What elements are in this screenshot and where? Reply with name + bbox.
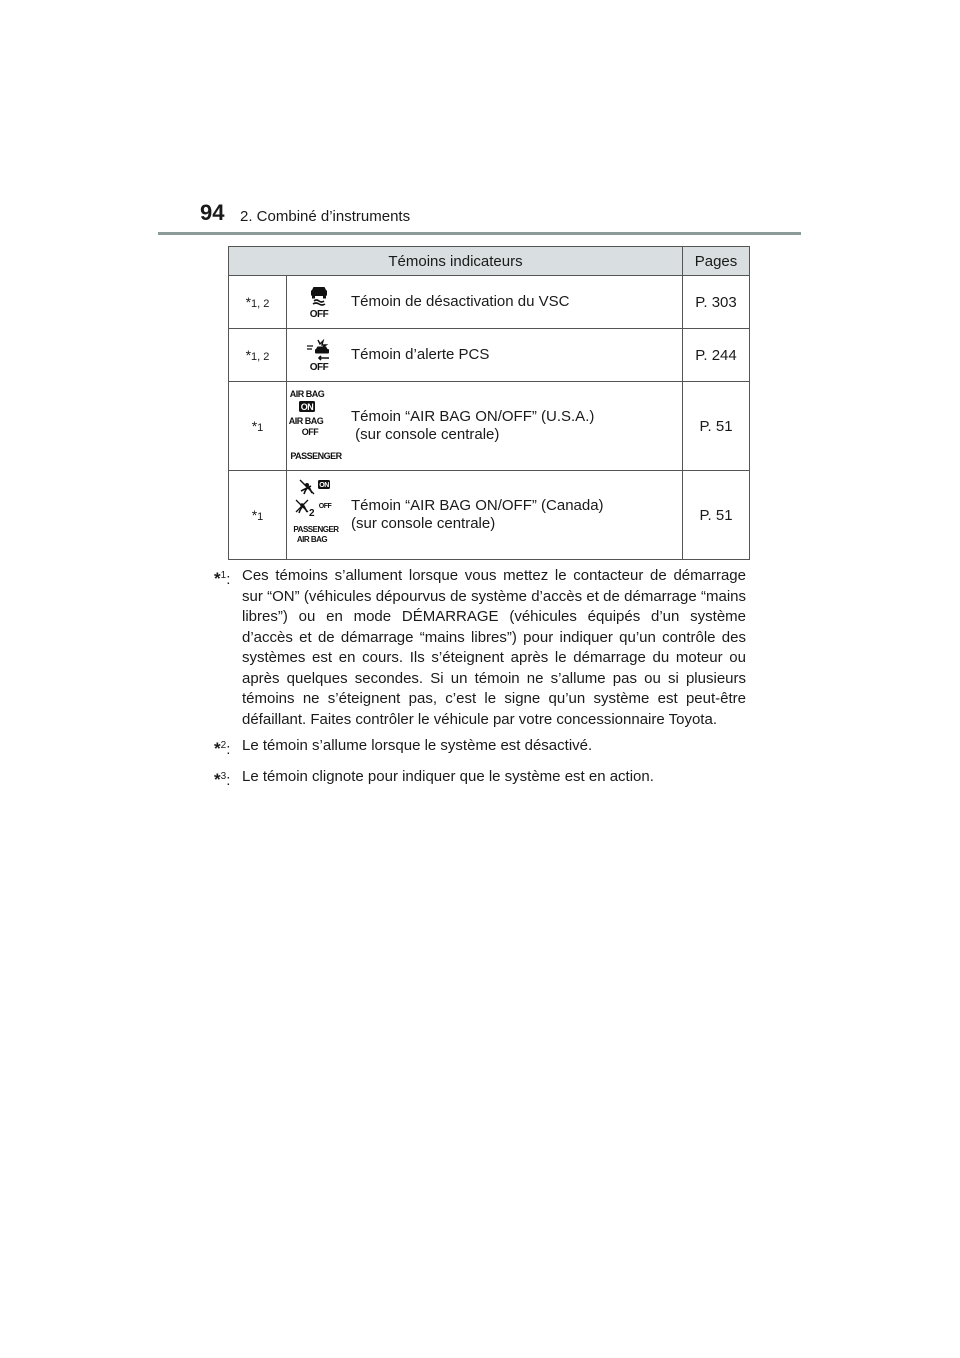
footnote-text: Le témoin clignote pour indiquer que le système est en action.: [242, 767, 654, 785]
row-note: *1, 2: [229, 276, 287, 329]
footnote-marker: *$^3$:: [214, 769, 231, 789]
airbag-on-off-canada-icon: [287, 471, 352, 560]
pcs-warning-icon: [287, 329, 352, 382]
description-line: Témoin d’alerte PCS: [351, 346, 490, 363]
page-reference: P. 51: [683, 382, 750, 471]
on-label: ON: [300, 402, 314, 412]
passenger-label: PASSENGER: [290, 451, 342, 461]
footnote-marker: *$^1$:: [214, 569, 231, 588]
svg-text:2: 2: [309, 508, 315, 519]
page-number: 94: [200, 200, 225, 225]
airbag-on-off-usa-icon: [287, 382, 352, 471]
row-note: *1: [229, 382, 287, 471]
section-title: 2. Combiné d’instruments: [240, 208, 411, 225]
description-line: Témoin “AIR BAG ON/OFF” (U.S.A.): [351, 408, 595, 425]
row-description: [351, 382, 683, 471]
note-number: 1, 2: [251, 351, 270, 363]
footnote-2: [214, 736, 746, 761]
row-note: *1, 2: [229, 329, 287, 382]
page-reference: P. 51: [683, 471, 750, 560]
description-line: Témoin “AIR BAG ON/OFF” (Canada): [351, 497, 604, 514]
table-row: [229, 276, 750, 329]
off-label: OFF: [318, 503, 332, 510]
footnotes: [214, 566, 746, 797]
table-row: [229, 329, 750, 382]
row-description: [351, 276, 683, 329]
airbag-label: AIR BAG: [296, 535, 328, 544]
footnote-marker: *$^2$:: [214, 739, 231, 758]
airbag-label: AIR BAG: [289, 389, 325, 399]
page-reference: P. 244: [683, 329, 750, 382]
on-label: ON: [319, 482, 329, 489]
vsc-icon-label: OFF: [309, 309, 329, 320]
row-description: [351, 329, 683, 382]
airbag-label: AIR BAG: [289, 416, 324, 426]
row-description: [351, 471, 683, 560]
footnote-text: Ces témoins s’allument lorsque vous mettez le contacteur de démarrage sur “ON” (véhicules dépourvus de système d’accès et de démarrage “mains libres”) ou en mode DÉMARRAGE (véhicules équipés d’un système d’accès et de démarrage “mains libres”) pour indiquer qu’un contrôle des systèmes est en cours. Ils s’éteignent après le démarrage du moteur ou après quelques secondes. Si un témoin ne s’allume pas ou si plusieurs témoins ne s’éteignent pas, c’est le signe qu’un système est peut-être défaillant. Faites contrôler le véhicule par votre concessionnaire Toyota.: [242, 567, 746, 728]
footnote-3: [214, 767, 746, 792]
pcs-icon-label: OFF: [309, 362, 329, 373]
description-line: (sur console centrale): [351, 426, 500, 443]
note-number: 1, 2: [251, 298, 270, 310]
page-reference: P. 303: [683, 276, 750, 329]
footnote-text: Le témoin s’allume lorsque le système est désactivé.: [242, 737, 593, 754]
description-line: (sur console centrale): [351, 515, 496, 532]
indicators-table: [228, 246, 750, 560]
row-note: *1: [229, 471, 287, 560]
col-indicators-header: Témoins indicateurs: [229, 247, 683, 276]
table-row: [229, 471, 750, 560]
col-pages-header: Pages: [683, 247, 750, 276]
note-number: 1: [257, 511, 264, 523]
off-label: OFF: [301, 427, 319, 437]
note-number: 1: [257, 422, 264, 434]
table-row: [229, 382, 750, 471]
header-rule: [158, 232, 801, 235]
vsc-off-icon: [287, 276, 352, 329]
passenger-label: PASSENGER: [293, 525, 339, 534]
footnote-1: [214, 566, 746, 730]
table-header-row: [229, 247, 750, 276]
description-line: Témoin de désactivation du VSC: [351, 293, 570, 310]
